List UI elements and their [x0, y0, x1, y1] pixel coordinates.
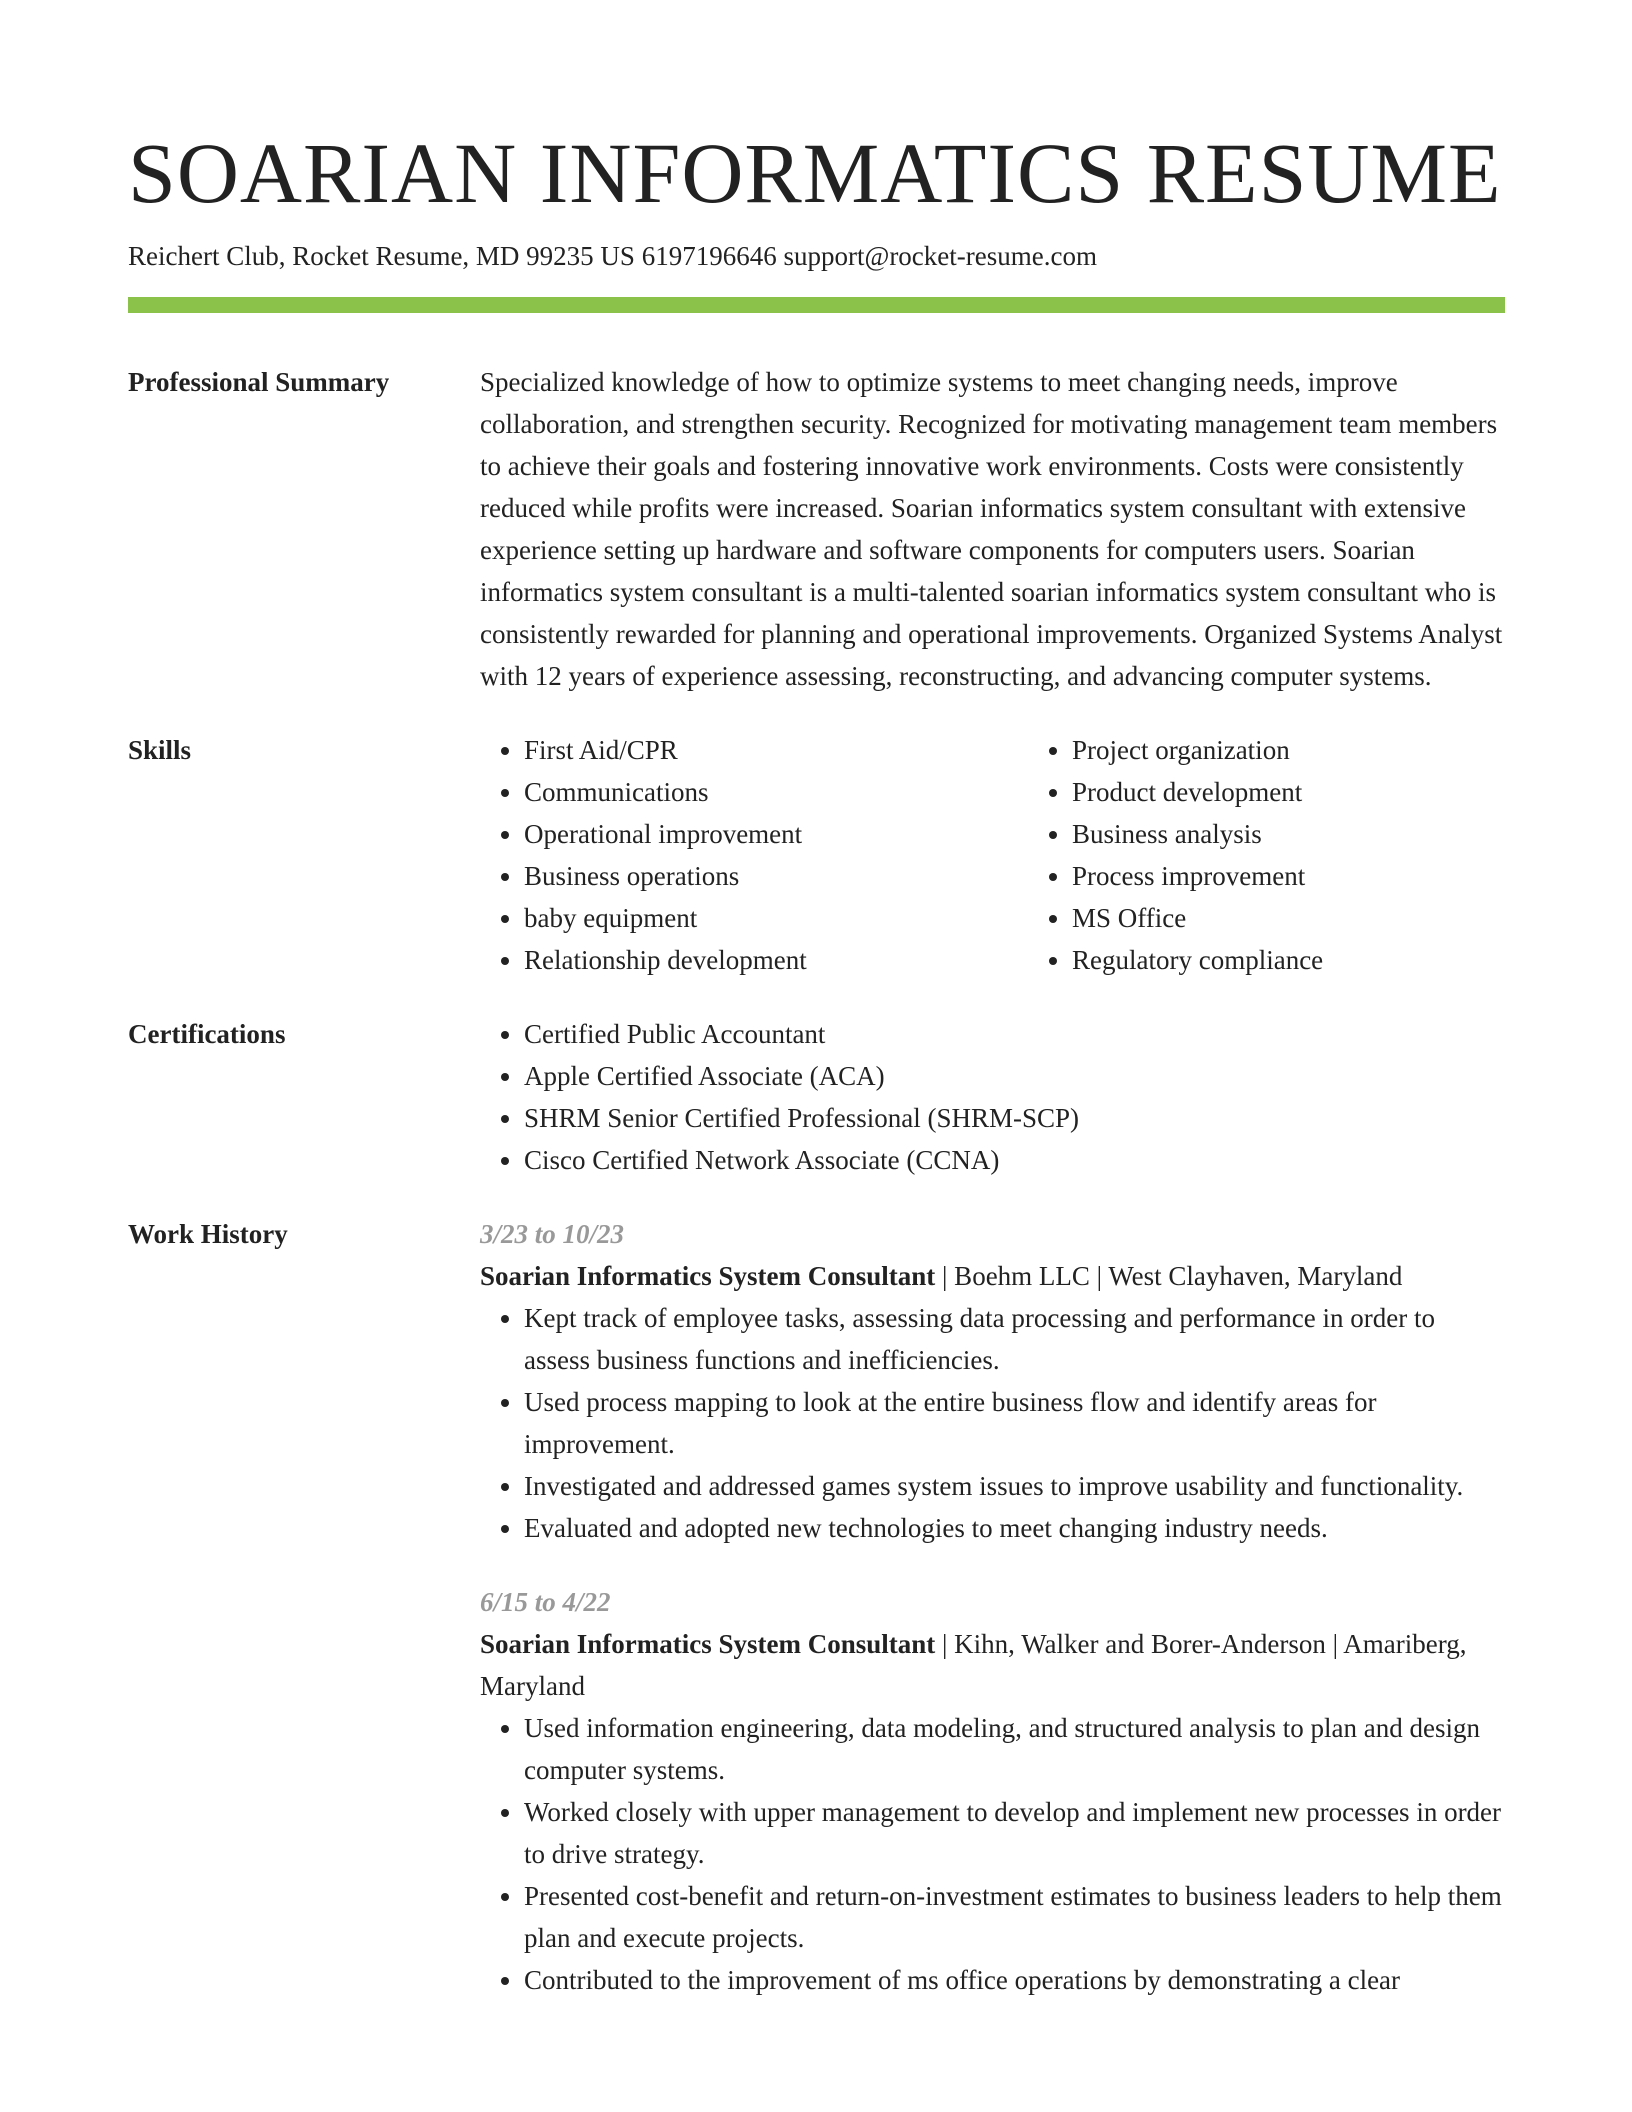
certification-item: • Cisco Certified Network Associate (CCNA)	[524, 1139, 1505, 1181]
job-heading	[480, 1255, 1505, 1297]
contact-line: Reichert Club, Rocket Resume, MD 99235 US 6197196646 support@rocket-resume.com	[128, 241, 1097, 271]
job-title: Soarian Informatics System Consultant	[480, 1629, 936, 1659]
skill-item: • baby equipment	[524, 897, 1028, 939]
certifications-body	[480, 1013, 1505, 1181]
job-entry	[480, 1213, 1505, 1549]
job-dates: 3/23 to 10/23	[480, 1219, 625, 1249]
summary-text: Specialized knowledge of how to optimize systems to meet changing needs, improve collaboration, and strengthen security. Recognized for motivating management team members to achieve their goals and fostering innovative work environments. Costs were consistently reduced while profits were increased. Soarian informatics system consultant with extensive experience setting up hardware and software components for computers users. Soarian informatics system consultant is a multi-talented soarian informatics system consultant who is consistently rewarded for planning and operational improvements. Organized Systems Analyst with 12 years of experience assessing, reconstructing, and advancing computer systems.	[480, 367, 1503, 691]
skill-item: • Process improvement	[1072, 855, 1576, 897]
skill-item: • Relationship development	[524, 939, 1028, 981]
work-history-section	[128, 1213, 1505, 2001]
job-dates: 6/15 to 4/22	[480, 1587, 611, 1617]
header-divider	[128, 297, 1505, 313]
job-bullet: • Contributed to the improvement of ms office operations by demonstrating a clear	[524, 1959, 1505, 2001]
summary-section	[128, 361, 1505, 697]
skill-item: • Project organization	[1072, 729, 1576, 771]
skills-label: Skills	[128, 735, 192, 765]
skills-body	[480, 729, 1576, 981]
resume-page	[128, 118, 1505, 2001]
work-history-body	[480, 1213, 1505, 2001]
job-bullet: • Worked closely with upper management to develop and implement new processes in order to drive strategy.	[524, 1791, 1505, 1875]
job-bullet: • Investigated and addressed games system issues to improve usability and functionality.	[524, 1465, 1505, 1507]
summary-body	[480, 361, 1505, 697]
job-bullet: • Kept track of employee tasks, assessing data processing and performance in order to assess business functions and inefficiencies.	[524, 1297, 1505, 1381]
job-bullet: • Used information engineering, data modeling, and structured analysis to plan and design computer systems.	[524, 1707, 1505, 1791]
skills-list-left	[480, 729, 1028, 981]
skills-section	[128, 729, 1505, 981]
job-title: Soarian Informatics System Consultant	[480, 1261, 936, 1291]
skill-item: • Operational improvement	[524, 813, 1028, 855]
certification-item: • SHRM Senior Certified Professional (SHRM-SCP)	[524, 1097, 1505, 1139]
job-bullet: • Evaluated and adopted new technologies to meet changing industry needs.	[524, 1507, 1505, 1549]
certification-item: • Certified Public Accountant	[524, 1013, 1505, 1055]
job-heading	[480, 1623, 1505, 1707]
job-bullets	[480, 1297, 1505, 1549]
skills-grid	[480, 729, 1576, 981]
job-entry	[480, 1581, 1505, 2001]
skill-item: • Regulatory compliance	[1072, 939, 1576, 981]
certification-item: • Apple Certified Associate (ACA)	[524, 1055, 1505, 1097]
job-bullet: • Presented cost-benefit and return-on-investment estimates to business leaders to help them plan and execute projects.	[524, 1875, 1505, 1959]
skill-item: • MS Office	[1072, 897, 1576, 939]
job-bullet: • Used process mapping to look at the entire business flow and identify areas for improvement.	[524, 1381, 1505, 1465]
job-employer-location: | Boehm LLC | West Clayhaven, Maryland	[935, 1261, 1403, 1291]
skill-item: • Business operations	[524, 855, 1028, 897]
summary-label: Professional Summary	[128, 367, 390, 397]
certifications-list	[480, 1013, 1505, 1181]
resume-title: SOARIAN INFORMATICS RESUME	[128, 125, 1502, 221]
skill-item: • Product development	[1072, 771, 1576, 813]
skill-item: • Communications	[524, 771, 1028, 813]
certifications-label: Certifications	[128, 1019, 286, 1049]
skills-list-right	[1028, 729, 1576, 981]
skill-item: • First Aid/CPR	[524, 729, 1028, 771]
job-employer-location: | Kihn, Walker and Borer-Anderson | Amariberg, Maryland	[480, 1629, 1467, 1701]
job-bullets	[480, 1707, 1505, 2001]
skill-item: • Business analysis	[1072, 813, 1576, 855]
certifications-section	[128, 1013, 1505, 1181]
work-history-label: Work History	[128, 1219, 288, 1249]
